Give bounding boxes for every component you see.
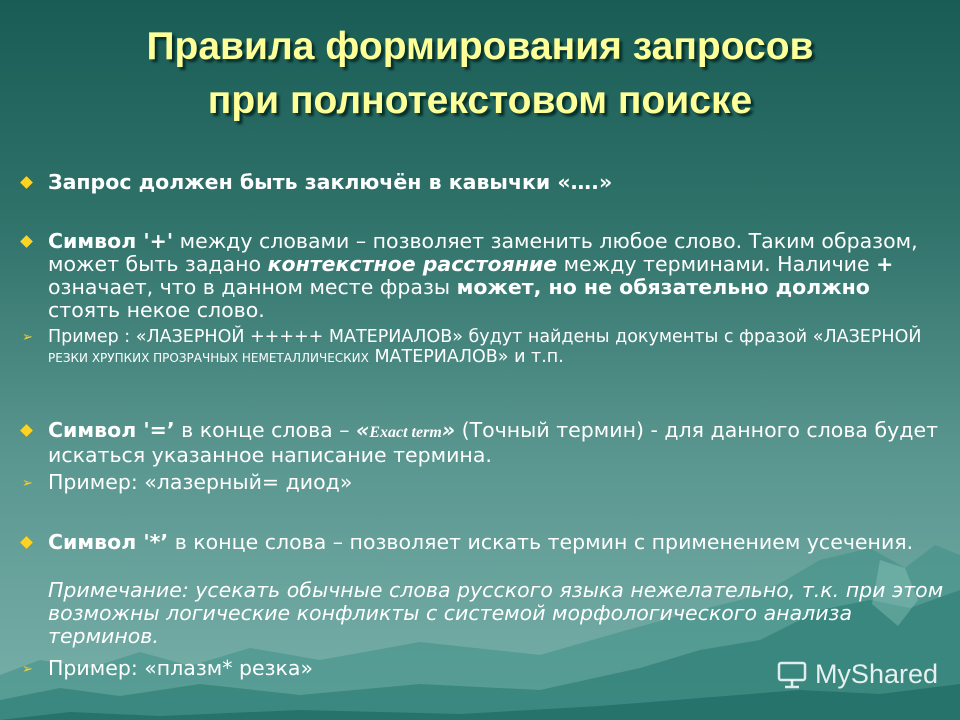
- example-plus: Пример : «ЛАЗЕРНОЙ +++++ МАТЕРИАЛОВ» будут найдены документы с фразой «ЛАЗЕРНОЙ РЕЗКИ ХРУПКИХ ПРОЗРАЧНЫХ НЕМЕТАЛЛИЧЕСКИХ МАТЕРИАЛОВ» и т.п.: [48, 327, 922, 367]
- title-line-2: при полнотекстовом поиске: [207, 79, 753, 122]
- slide-title: [0, 20, 960, 128]
- example-asterisk: Пример: «плазм* резка»: [48, 656, 314, 680]
- bullet-quotes-rule: Запрос должен быть заключён в кавычки «….»: [48, 170, 613, 194]
- truncation-note: Примечание: усекать обычные слова русского языка нежелательно, т.к. при этом возможны логические конфликты с системой морфологического анализа терминов.: [48, 578, 944, 648]
- example-equals: Пример: «лазерный= диод»: [48, 470, 353, 494]
- myshared-watermark: [776, 658, 938, 690]
- title-line-1: Правила формирования запросов: [146, 25, 814, 68]
- arrow-bullet-icon: ➢: [22, 476, 33, 491]
- arrow-bullet-icon: ➢: [22, 662, 33, 677]
- bullet-plus-rule: Символ '+' между словами – позволяет заменить любое слово. Таким образом, может быть задано контекстное расстояние между терминами. Наличие + означает, что в данном месте фразы может, но не обязательно должно стоять некое слово.: [48, 229, 918, 322]
- watermark-text: MyShared: [814, 658, 938, 689]
- bullet-equals-rule: Символ '=’ в конце слова – «Exact term» (Точный термин) - для данного слова будет искаться указанное написание термина.: [48, 418, 939, 467]
- presentation-board-icon: [776, 658, 808, 690]
- bullet-asterisk-rule: Символ '*’ в конце слова – позволяет искать термин с применением усечения.: [48, 530, 914, 554]
- arrow-bullet-icon: ➢: [22, 330, 33, 345]
